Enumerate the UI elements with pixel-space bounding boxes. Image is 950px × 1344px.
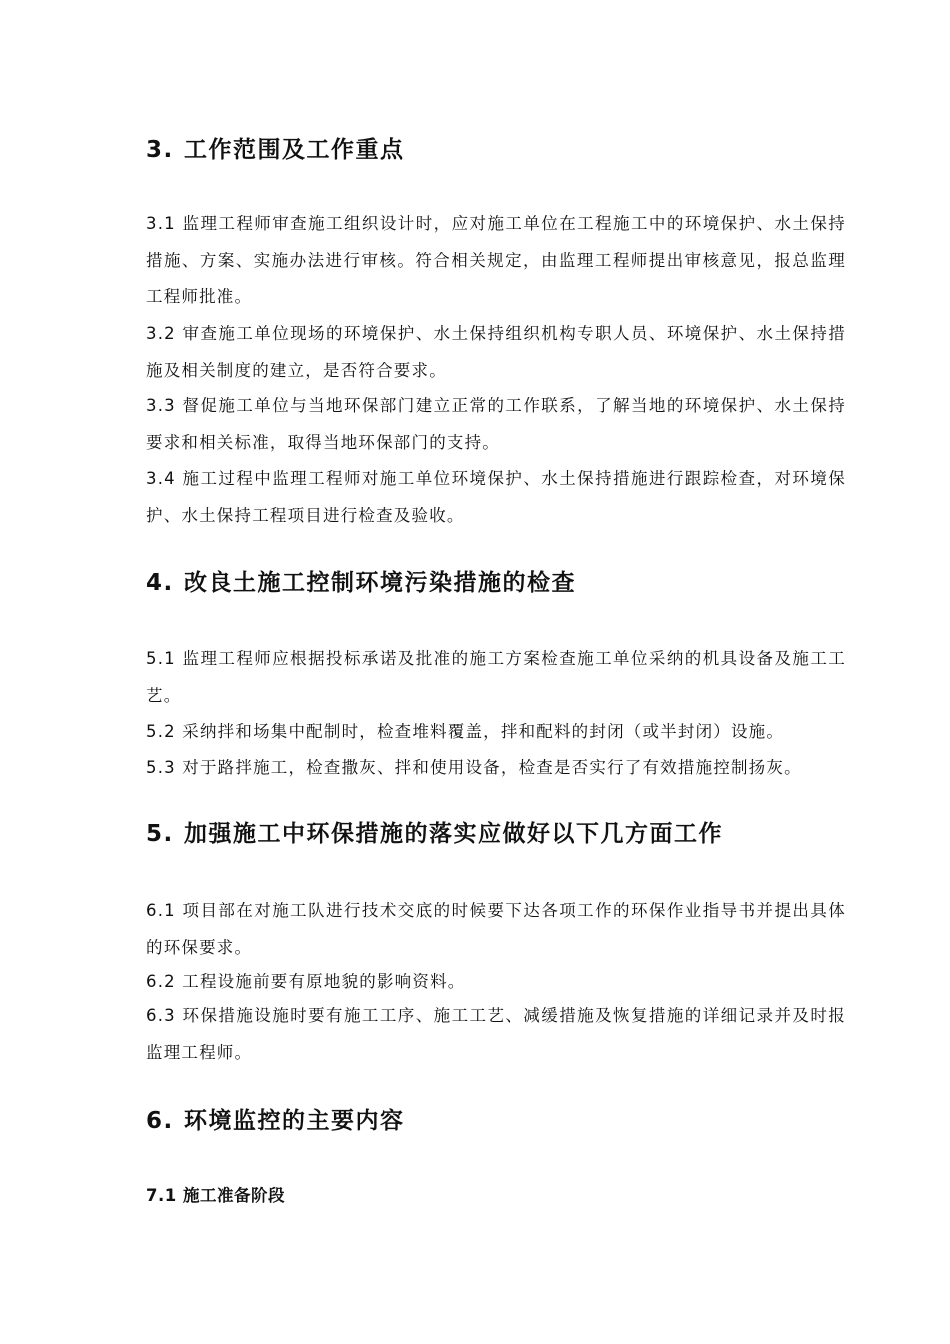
section-heading-6 (146, 1107, 405, 1135)
paragraph-6-1: 6.1 项目部在对施工队进行技术交底的时候要下达各项工作的环保作业指导书并提出具体的环保要求。 (146, 901, 846, 957)
paragraph-5-2: 5.2 采纳拌和场集中配制时，检查堆料覆盖，拌和配料的封闭（或半封闭）设施。 (146, 722, 785, 741)
section-title: 工作范围及工作重点 (184, 137, 405, 163)
subsection-heading-7-1: 7.1 施工准备阶段 (146, 1186, 285, 1205)
section-number: 4. (146, 570, 174, 596)
section-number: 5. (146, 821, 174, 847)
paragraph-3-1: 3.1 监理工程师审查施工组织设计时，应对施工单位在工程施工中的环境保护、水土保持措施、方案、实施办法进行审核。符合相关规定，由监理工程师提出审核意见，报总监理工程师批准。 (146, 214, 846, 306)
section-number: 6. (146, 1108, 174, 1134)
paragraph-3-4: 3.4 施工过程中监理工程师对施工单位环境保护、水土保持措施进行跟踪检查，对环境保护、水土保持工程项目进行检查及验收。 (146, 469, 846, 525)
section-number: 3. (146, 137, 174, 163)
paragraph-5-3: 5.3 对于路拌施工，检查撒灰、拌和使用设备，检查是否实行了有效措施控制扬灰。 (146, 758, 802, 777)
section-heading-4 (146, 569, 576, 597)
section-title: 环境监控的主要内容 (184, 1108, 405, 1134)
paragraph-3-2: 3.2 审查施工单位现场的环境保护、水土保持组织机构专职人员、环境保护、水土保持措施及相关制度的建立，是否符合要求。 (146, 324, 846, 380)
paragraph-5-1: 5.1 监理工程师应根据投标承诺及批准的施工方案检查施工单位采纳的机具设备及施工工艺。 (146, 649, 846, 705)
section-title: 改良土施工控制环境污染措施的检查 (184, 570, 576, 596)
paragraph-6-3: 6.3 环保措施设施时要有施工工序、施工工艺、减缓措施及恢复措施的详细记录并及时报监理工程师。 (146, 1006, 846, 1062)
paragraph-3-3: 3.3 督促施工单位与当地环保部门建立正常的工作联系，了解当地的环境保护、水土保持要求和相关标准，取得当地环保部门的支持。 (146, 396, 846, 452)
section-heading-5 (146, 820, 723, 848)
section-title: 加强施工中环保措施的落实应做好以下几方面工作 (184, 821, 723, 847)
section-heading-3 (146, 136, 405, 164)
paragraph-6-2: 6.2 工程设施前要有原地貌的影响资料。 (146, 972, 466, 991)
